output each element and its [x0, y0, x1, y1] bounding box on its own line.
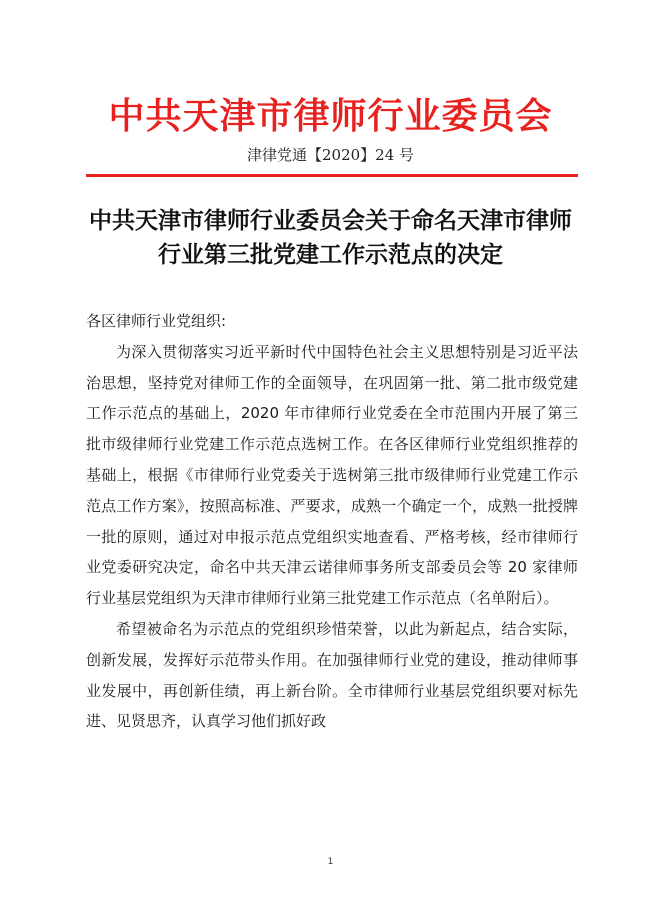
document-number: 津律党通【2020】24 号 — [246, 146, 415, 164]
document-body — [86, 306, 578, 737]
document-title: 中共天津市律师行业委员会关于命名天津市律师行业第三批党建工作示范点的决定 — [89, 207, 572, 268]
body-paragraph-1: 为深入贯彻落实习近平新时代中国特色社会主义思想特别是习近平法治思想，坚持党对律师工作的全面领导，在巩固第一批、第二批市级党建工作示范点的基础上，2020 年市律师行业党委在全市范围内开展了第三批市级律师行业党建工作示范点选树工作。在各区律师行业党组织推荐的基础上，根据《市律师行业党委关于选树第三批市级律师行业党建工作示范点工作方案》，按照高标准、严要求，成熟一个确定一个，成熟一批授牌一批的原则，通过对申报示范点党组织实地查看、严格考核，经市律师行业党委研究决定，命名中共天津云诺律师事务所支部委员会等 20 家律师行业基层党组织为天津市律师行业第三批党建工作示范点（名单附后）。 — [86, 342, 578, 608]
body-paragraph-2: 希望被命名为示范点的党组织珍惜荣誉，以此为新起点，结合实际，创新发展，发挥好示范带头作用。在加强律师行业党的建设，推动律师事业发展中，再创新佳绩，再上新台阶。全市律师行业基层党组织要对标先进、见贤思齐，认真学习他们抓好政 — [86, 619, 578, 731]
page-number: 1 — [327, 857, 334, 867]
organization-header: 中共天津市律师行业委员会 — [108, 95, 553, 137]
salutation: 各区律师行业党组织: — [86, 312, 227, 330]
red-divider-line — [86, 174, 578, 177]
